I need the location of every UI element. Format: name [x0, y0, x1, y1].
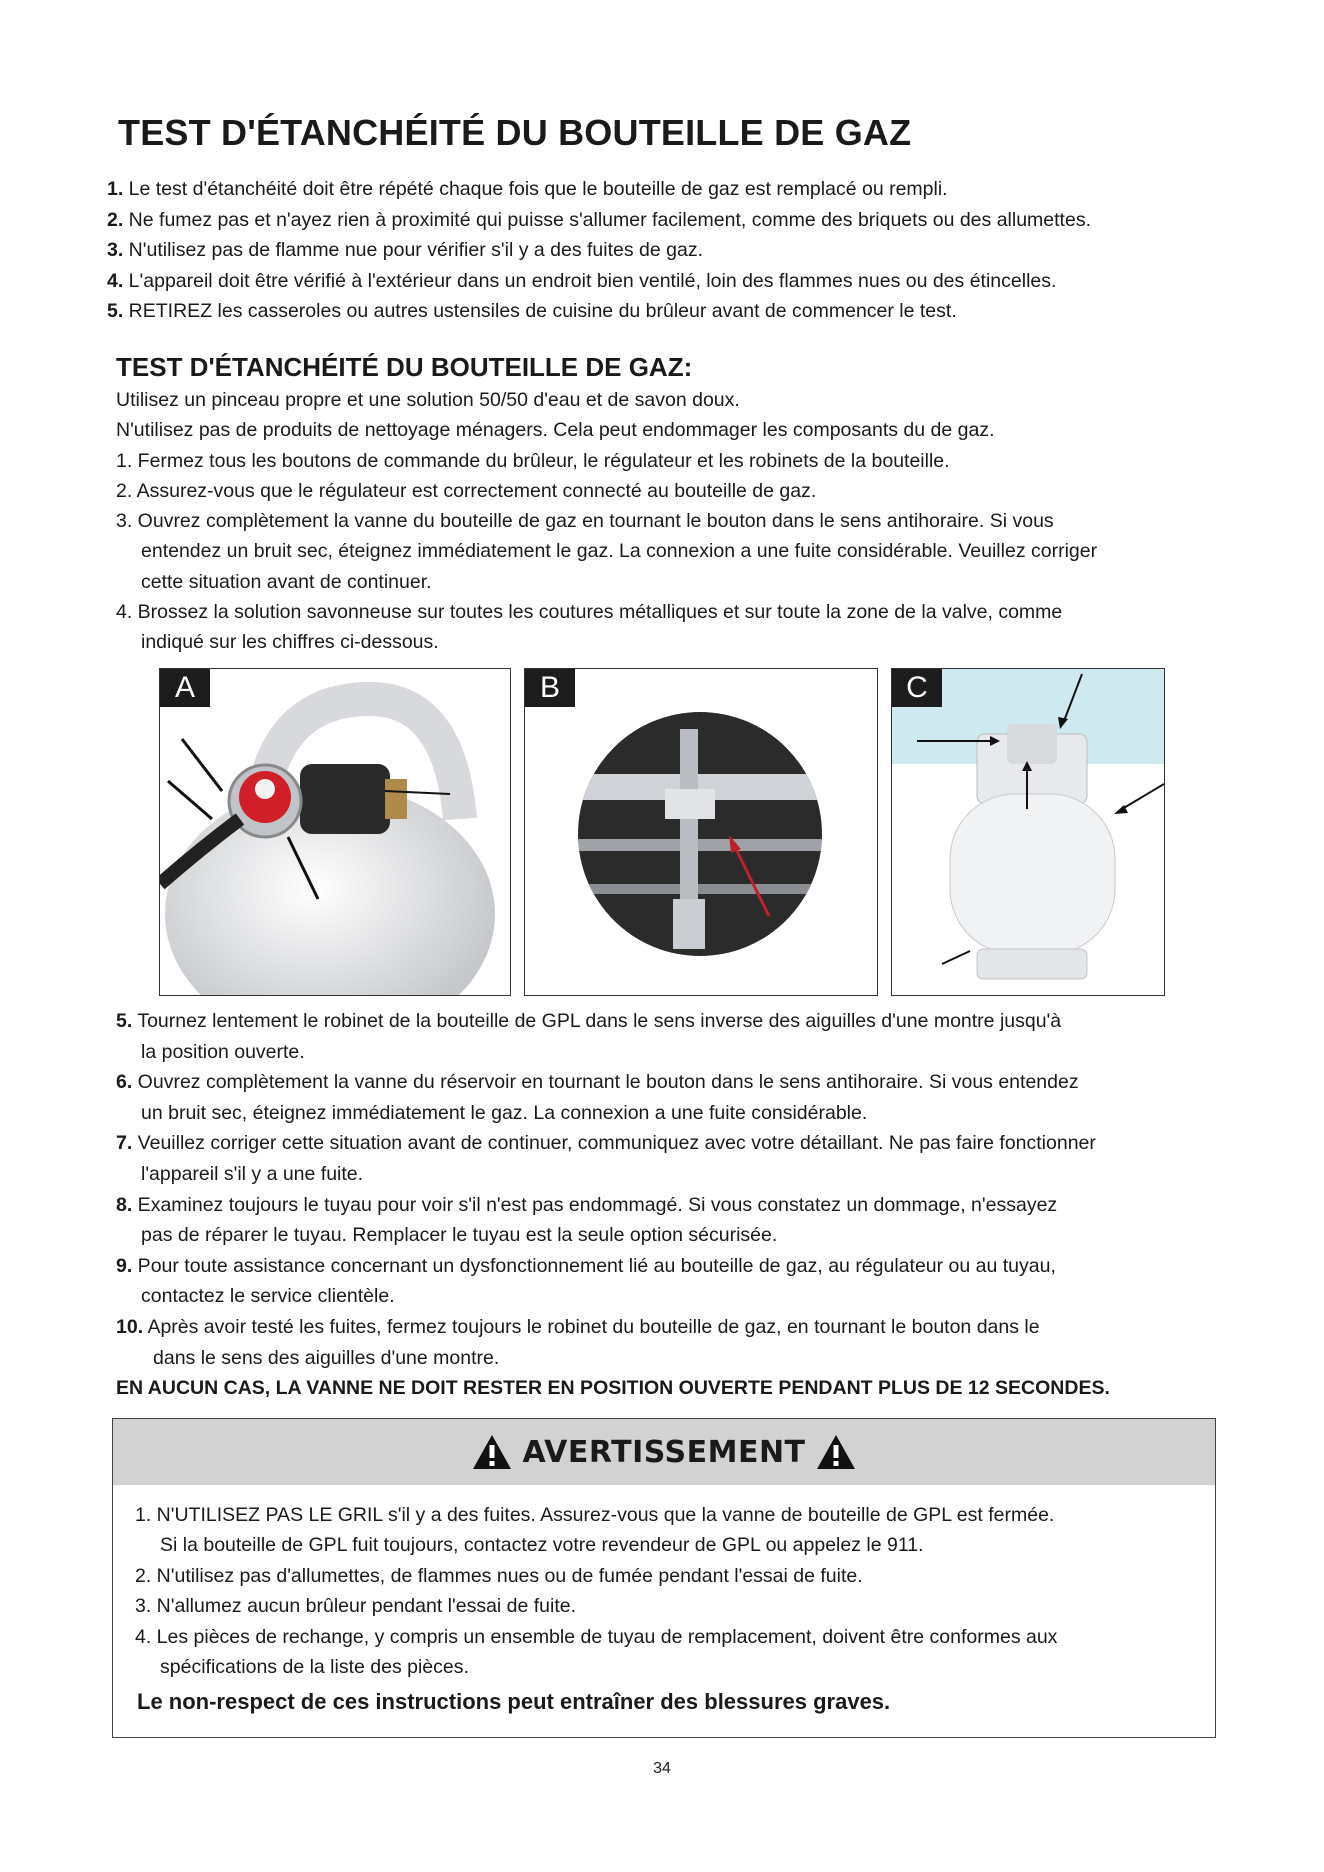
figure-label: A — [160, 669, 210, 707]
page-title: TEST D'ÉTANCHÉITÉ DU BOUTEILLE DE GAZ — [118, 112, 912, 153]
text-line: Utilisez un pinceau propre et une solution 50/50 d'eau et de savon doux. — [116, 389, 740, 411]
section-title: TEST D'ÉTANCHÉITÉ DU BOUTEILLE DE GAZ: — [116, 352, 693, 382]
intro-list — [107, 174, 1287, 327]
list-item-continuation: l'appareil s'il y a une fuite. — [141, 1162, 364, 1185]
figure-a — [159, 668, 511, 996]
list-item: 2. Ne fumez pas et n'ayez rien à proximité qui puisse s'allumer facilement, comme des briquets ou des allumettes. — [107, 208, 1091, 231]
warning-line: 1. N'UTILISEZ PAS LE GRIL s'il y a des fuites. Assurez-vous que la vanne de bouteille de GPL est fermée. — [135, 1504, 1055, 1526]
list-item-continuation: contactez le service clientèle. — [141, 1285, 395, 1308]
burner-valve-icon — [525, 669, 877, 995]
text-line: cette situation avant de continuer. — [141, 570, 432, 593]
text-line: N'utilisez pas de produits de nettoyage ménagers. Cela peut endommager les composants du de gaz. — [116, 419, 995, 442]
text-line: entendez un bruit sec, éteignez immédiatement le gaz. La connexion a une fuite considérable. Veuillez corriger — [141, 540, 1098, 563]
list-item: 5. Tournez lentement le robinet de la bouteille de GPL dans le sens inverse des aiguilles d'une montre jusqu'à — [116, 1010, 1062, 1032]
list-item-continuation: un bruit sec, éteignez immédiatement le gaz. La connexion a une fuite considérable. — [141, 1101, 868, 1124]
warning-box — [112, 1418, 1216, 1738]
warning-line: Si la bouteille de GPL fuit toujours, contactez votre revendeur de GPL ou appelez le 911. — [160, 1534, 924, 1557]
figure-c — [891, 668, 1165, 996]
page-number: 34 — [653, 1760, 671, 1777]
warning-triangle-icon — [816, 1434, 856, 1470]
list-item: 9. Pour toute assistance concernant un dysfonctionnement lié au bouteille de gaz, au régulateur ou au tuyau, — [116, 1254, 1056, 1277]
figure-label: B — [525, 669, 575, 707]
list-item: 7. Veuillez corriger cette situation avant de continuer, communiquez avec votre détaillant. Ne pas faire fonctionner — [116, 1132, 1096, 1155]
list-item: 10. Après avoir testé les fuites, fermez toujours le robinet du bouteille de gaz, en tournant le bouton dans le — [116, 1315, 1040, 1338]
text-line: 2. Assurez-vous que le régulateur est correctement connecté au bouteille de gaz. — [116, 479, 817, 502]
list-item: 5. RETIREZ les casseroles ou autres ustensiles de cuisine du brûleur avant de commencer le test. — [107, 300, 957, 322]
warning-line: 3. N'allumez aucun brûleur pendant l'essai de fuite. — [135, 1595, 577, 1618]
list-item: 6. Ouvrez complètement la vanne du réservoir en tournant le bouton dans le sens antihoraire. Si vous entendez — [116, 1071, 1079, 1094]
warning-line: spécifications de la liste des pièces. — [160, 1656, 469, 1679]
warning-triangle-icon — [472, 1434, 512, 1470]
warning-header — [113, 1419, 1215, 1485]
list-item-continuation: dans le sens des aiguilles d'une montre. — [153, 1346, 500, 1369]
figure-b — [524, 668, 878, 996]
text-line: 4. Brossez la solution savonneuse sur toutes les coutures métalliques et sur toute la zone de la valve, comme — [116, 601, 1063, 624]
warning-line: 4. Les pièces de rechange, y compris un ensemble de tuyau de remplacement, doivent être conformes aux — [135, 1625, 1058, 1648]
warning-title: AVERTISSEMENT — [522, 1434, 806, 1470]
text-line: indiqué sur les chiffres ci-dessous. — [141, 631, 439, 654]
list-item: 1. Le test d'étanchéité doit être répété chaque fois que le bouteille de gaz est remplacé ou rempli. — [107, 178, 948, 200]
steps-list — [116, 1006, 1306, 1404]
list-item-continuation: la position ouverte. — [141, 1040, 305, 1063]
text-line: 3. Ouvrez complètement la vanne du bouteille de gaz en tournant le bouton dans le sens antihoraire. Si vous — [116, 510, 1054, 533]
list-item: 3. N'utilisez pas de flamme nue pour vérifier s'il y a des fuites de gaz. — [107, 239, 703, 261]
propane-regulator-icon — [160, 669, 510, 995]
warning-final-statement: Le non-respect de ces instructions peut entraîner des blessures graves. — [137, 1689, 891, 1715]
list-item: 4. L'appareil doit être vérifié à l'extérieur dans un endroit bien ventilé, loin des flammes nues ou des étincelles. — [107, 269, 1057, 292]
warning-line: 2. N'utilisez pas d'allumettes, de flammes nues ou de fumée pendant l'essai de fuite. — [135, 1564, 863, 1587]
propane-tank-icon — [892, 669, 1164, 995]
section-body — [116, 385, 1296, 658]
list-item: 8. Examinez toujours le tuyau pour voir s'il n'est pas endommagé. Si vous constatez un dommage, n'essayez — [116, 1193, 1058, 1216]
caps-notice: EN AUCUN CAS, LA VANNE NE DOIT RESTER EN POSITION OUVERTE PENDANT PLUS DE 12 SECONDES. — [116, 1377, 1110, 1400]
list-item-continuation: pas de réparer le tuyau. Remplacer le tuyau est la seule option sécurisée. — [141, 1224, 778, 1247]
figure-label: C — [892, 669, 942, 707]
text-line: 1. Fermez tous les boutons de commande du brûleur, le régulateur et les robinets de la bouteille. — [116, 449, 950, 472]
warning-body — [113, 1485, 1215, 1715]
